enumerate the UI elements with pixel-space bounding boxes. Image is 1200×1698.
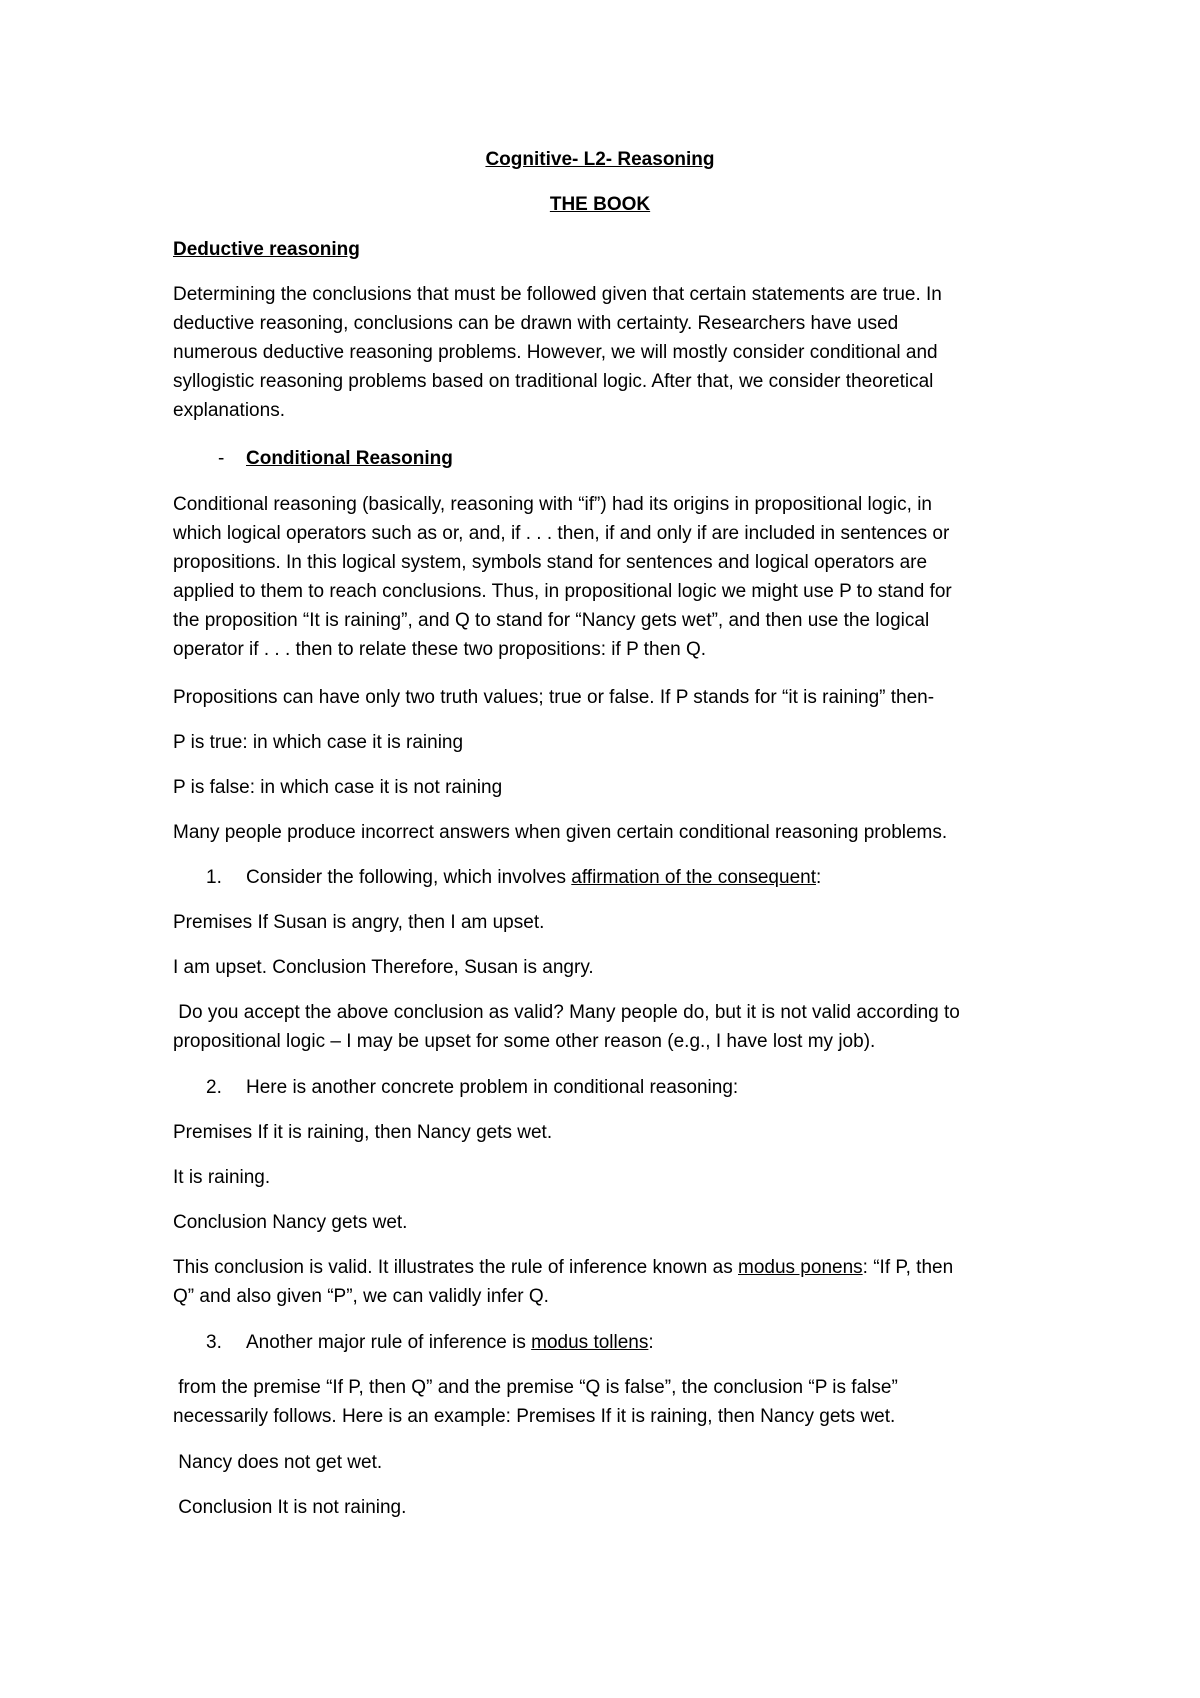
p-false-line: P is false: in which case it is not raining <box>173 777 503 798</box>
text-line: Do you accept the above conclusion as valid? Many people do, but it is not valid according to <box>173 1002 960 1023</box>
list-item-text: Consider the following, which involves <box>246 867 572 888</box>
conclusion-line: Conclusion Nancy gets wet. <box>173 1212 408 1233</box>
list-number: 1. <box>206 867 222 888</box>
list-number: 2. <box>206 1077 222 1098</box>
list-item-2 <box>173 1073 738 1102</box>
text-line: necessarily follows. Here is an example: Premises If it is raining, then Nancy gets wet. <box>173 1406 896 1427</box>
list-number: 3. <box>206 1332 222 1353</box>
raining-line: It is raining. <box>173 1167 271 1188</box>
list-item-suffix: : <box>648 1332 654 1353</box>
intro-paragraph <box>173 280 1033 425</box>
premise-line: Premises If it is raining, then Nancy gets wet. <box>173 1122 553 1143</box>
many-people-line: Many people produce incorrect answers when given certain conditional reasoning problems. <box>173 822 948 843</box>
text-line: numerous deductive reasoning problems. However, we will mostly consider conditional and <box>173 342 938 363</box>
text-line <box>173 1253 1033 1282</box>
subsection-title: Conditional Reasoning <box>246 448 453 469</box>
not-wet-line: Nancy does not get wet. <box>173 1452 383 1473</box>
text-span: : “If P, then <box>862 1257 954 1278</box>
modus-ponens-paragraph <box>173 1253 1033 1311</box>
text-line: operator if . . . then to relate these two propositions: if P then Q. <box>173 639 707 660</box>
text-line: applied to them to reach conclusions. Thus, in propositional logic we might use P to stand for <box>173 581 952 602</box>
premise-line: Premises If Susan is angry, then I am upset. <box>173 912 545 933</box>
list-item-text: Here is another concrete problem in conditional reasoning: <box>246 1077 739 1098</box>
p-true-line: P is true: in which case it is raining <box>173 732 464 753</box>
text-line: Q” and also given “P”, we can validly infer Q. <box>173 1286 549 1307</box>
conditional-reasoning-heading <box>173 444 453 473</box>
list-item-suffix: : <box>815 867 822 888</box>
document-subtitle: THE BOOK <box>549 194 651 215</box>
accept-paragraph <box>173 998 1033 1056</box>
document-title: Cognitive- L2- Reasoning <box>485 149 715 170</box>
section-heading: Deductive reasoning <box>173 239 360 260</box>
text-line: which logical operators such as or, and, if . . . then, if and only if are included in sentences or <box>173 523 950 544</box>
not-raining-line: Conclusion It is not raining. <box>173 1497 407 1518</box>
text-line: the proposition “It is raining”, and Q to stand for “Nancy gets wet”, and then use the logical <box>173 610 930 631</box>
text-span: This conclusion is valid. It illustrates the rule of inference known as <box>173 1257 738 1278</box>
affirmation-term: affirmation of the consequent <box>571 867 816 888</box>
text-line: Determining the conclusions that must be followed given that certain statements are true. In <box>173 284 942 305</box>
text-line: deductive reasoning, conclusions can be drawn with certainty. Researchers have used <box>173 313 899 334</box>
conclusion-line: I am upset. Conclusion Therefore, Susan is angry. <box>173 957 594 978</box>
text-line: syllogistic reasoning problems based on traditional logic. After that, we consider theoretical <box>173 371 934 392</box>
modus-ponens-term: modus ponens <box>738 1257 863 1278</box>
list-item-1 <box>173 863 821 892</box>
truth-values-line: Propositions can have only two truth values; true or false. If P stands for “it is raining” then- <box>173 687 935 708</box>
conditional-paragraph <box>173 490 1033 664</box>
list-item-3 <box>173 1328 654 1357</box>
text-line: propositional logic – I may be upset for some other reason (e.g., I have lost my job). <box>173 1031 876 1052</box>
tollens-paragraph <box>173 1373 1033 1431</box>
text-line: from the premise “If P, then Q” and the premise “Q is false”, the conclusion “P is false” <box>173 1377 898 1398</box>
text-line: propositions. In this logical system, symbols stand for sentences and logical operators are <box>173 552 928 573</box>
list-marker: - <box>218 448 225 469</box>
list-item-text: Another major rule of inference is <box>246 1332 532 1353</box>
text-line: explanations. <box>173 400 285 421</box>
text-line: Conditional reasoning (basically, reasoning with “if”) had its origins in propositional logic, in <box>173 494 932 515</box>
modus-tollens-term: modus tollens <box>531 1332 649 1353</box>
